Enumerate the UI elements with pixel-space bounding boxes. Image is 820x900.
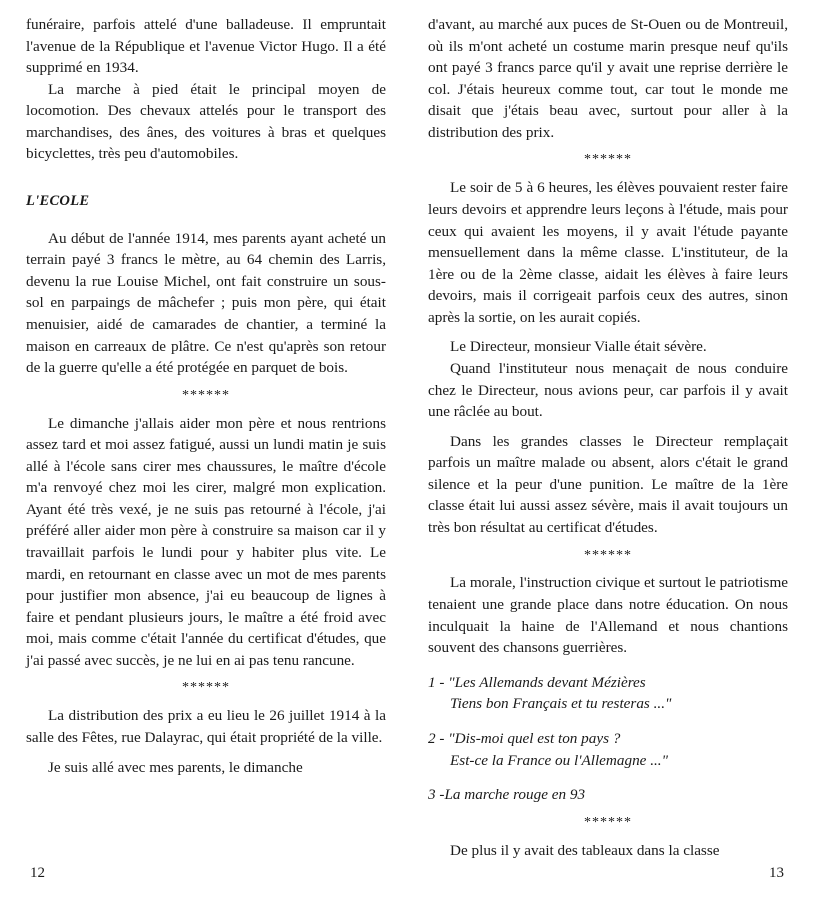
song-quote: [428, 672, 788, 715]
paragraph: funéraire, parfois attelé d'une balladeuse. Il empruntait l'avenue de la République et l'avenue Victor Hugo. Il a été supprimé en 1934.: [26, 16, 386, 77]
section-separator: ******: [584, 152, 632, 168]
paragraph: Le dimanche j'allais aider mon père et nous rentrions assez tard et moi assez fatigué, aussi un lundi matin je suis allé à l'école sans cirer mes chaussures, le maître d'école m'a renvoyé chez moi les cirer, malgré mon explication. Ayant été très vexé, je ne suis pas retourné à l'école, j'ai préféré aller aider mon père à construire sa maison car il y travaillait parfois le lundi pour y habiter plus vite. Le mardi, en retournant en classe avec un mot de mes parents pour justifier mon absence, j'ai eu beaucoup de lignes à faire et pendant plusieurs jours, le maître a été froid avec moi, mais comme c'était l'année du certificat d'études, que j'ai passé avec succès, je ne lui en ai pas tenu rancune.: [26, 414, 386, 669]
section-separator: ******: [584, 814, 632, 830]
paragraph: La marche à pied était le principal moyen de locomotion. Des chevaux attelés pour le transport des marchandises, des ânes, des voitures à bras et quelques bicyclettes, très peu d'automobiles.: [26, 80, 386, 163]
paragraph: Quand l'instituteur nous menaçait de nous conduire chez le Directeur, nous avions peur, car parfois il y avait une râclée au bout.: [428, 359, 788, 421]
left-page: [26, 14, 388, 900]
paragraph: De plus il y avait des tableaux dans la classe: [450, 841, 720, 859]
right-page: [426, 14, 788, 900]
paragraph: La morale, l'instruction civique et surtout le patriotisme tenaient une grande place dans notre éducation. On nous inculquait la haine de l'Allemand et nous chantions souvent des chansons guerrières.: [428, 574, 788, 657]
section-separator: ******: [584, 547, 632, 563]
song-line-1: 2 - "Dis-moi quel est ton pays ?: [428, 729, 621, 747]
song-quote: [428, 728, 788, 771]
song-line-1: 3 -La marche rouge en 93: [428, 786, 586, 804]
paragraph: Au début de l'année 1914, mes parents ayant acheté un terrain payé 3 francs le mètre, au 64 chemin des Larris, devenu la rue Louise Michel, ont fait construire un sous-sol en parpaings de mâchefer ; puis mon père, qui était menuisier, aidé de camarades de chantier, a terminé la maison en carreaux de plâtre. Ce n'est qu'après son retour de la guerre qu'elle a été protégée en parquet de bois.: [26, 229, 386, 377]
paragraph: Je suis allé avec mes parents, le dimanche: [48, 758, 303, 776]
song-line-1: 1 - "Les Allemands devant Mézières: [428, 673, 646, 691]
paragraph: Le soir de 5 à 6 heures, les élèves pouvaient rester faire leurs devoirs et apprendre leurs leçons à l'étude, mais pour ceux qui avaient les moyens, il y avait l'étude payante mensuellement dans la même classe. L'instituteur, de la 1ère ou de la 2ème classe, aidait les élèves à faire leurs devoirs, mais il corrigeait parfois ceux des autres, sinon après la sortie, on les aurait copiés.: [428, 179, 788, 326]
section-separator: ******: [182, 680, 230, 696]
song-quote: [428, 784, 788, 806]
song-line-2: Est-ce la France ou l'Allemagne ...": [450, 751, 668, 769]
paragraph: La distribution des prix a eu lieu le 26 juillet 1914 à la salle des Fêtes, rue Dalayrac, qui était propriété de la ville.: [26, 707, 386, 746]
paragraph: d'avant, au marché aux puces de St-Ouen ou de Montreuil, où ils m'ont acheté un costume marin presque neuf qu'ils ont payé 3 francs parce qu'il y avait une reprise derrière le col. J'étais heureux comme tout, car tout le monde me disait que j'étais beau avec, surtout pour aller à la distribution des prix.: [428, 16, 788, 141]
left-page-text-column: [26, 14, 386, 778]
page-number: 13: [769, 865, 784, 881]
song-line-2: Tiens bon Français et tu resteras ...": [450, 695, 672, 713]
paragraph: Le Directeur, monsieur Vialle était sévère.: [450, 338, 707, 356]
section-heading: L'ECOLE: [26, 193, 90, 210]
page-number: 12: [30, 865, 45, 881]
paragraph: Dans les grandes classes le Directeur remplaçait parfois un maître malade ou absent, alors c'était le grand silence et la peur d'une punition. Le maître de la 1ère classe était lui aussi assez sévère, mais il avait toujours un très bon résultat au certificat d'études.: [428, 432, 788, 537]
section-separator: ******: [182, 387, 230, 403]
right-page-text-column: [428, 14, 788, 861]
